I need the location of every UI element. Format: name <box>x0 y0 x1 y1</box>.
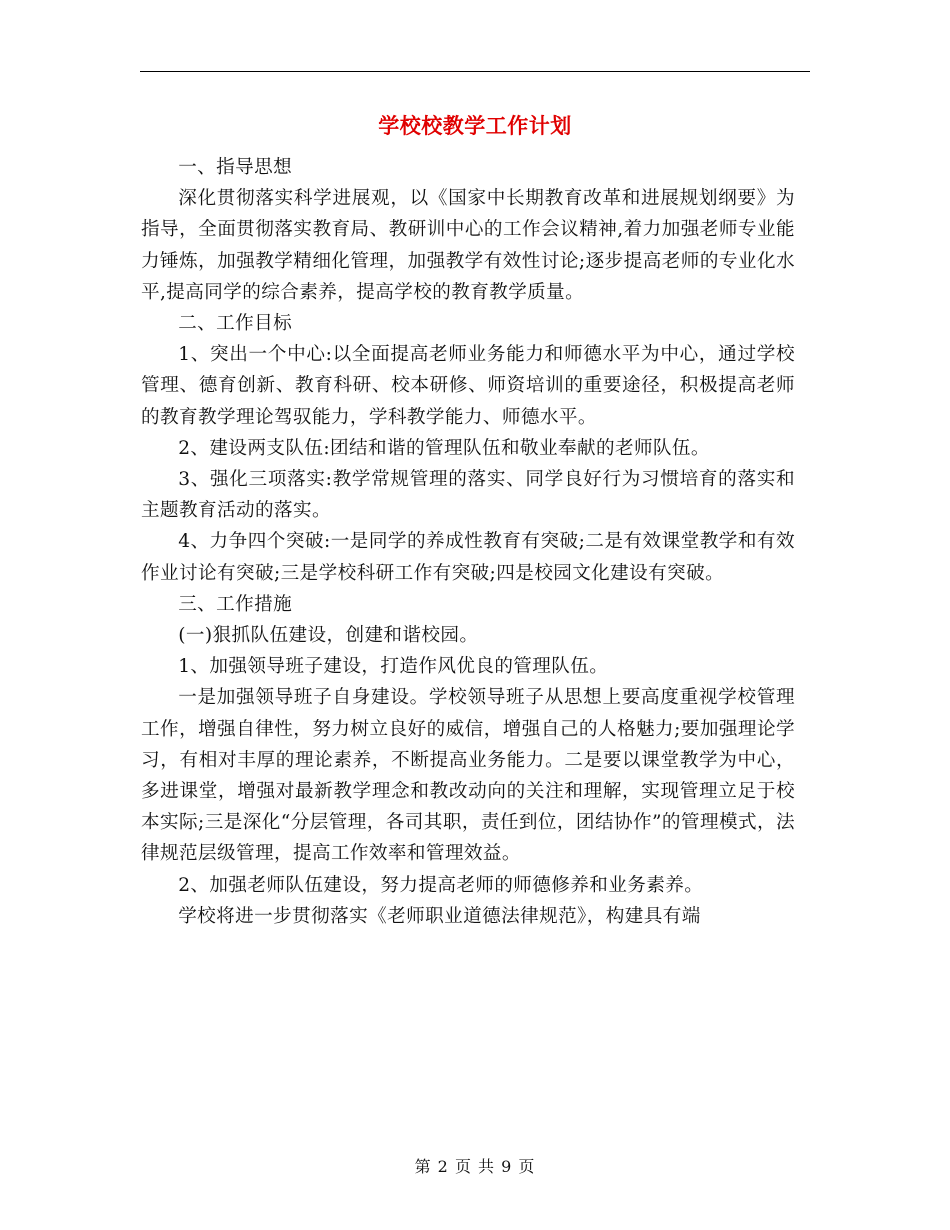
header-rule <box>140 71 810 72</box>
paragraph: 深化贯彻落实科学进展观，以《国家中长期教育改革和进展规划纲要》为指导，全面贯彻落实教育局、教研训中心的工作会议精神,着力加强老师专业能力锤炼，加强教学精细化管理，加强教学有效性讨论;逐步提高老师的专业化水平,提高同学的综合素养，提高学校的教育教学质量。 <box>141 188 795 303</box>
footer-prefix: 第 <box>414 1157 432 1176</box>
paragraph: 学校将进一步贯彻落实《老师职业道德法律规范》，构建具有端 <box>178 905 701 927</box>
total-page-count: 9 <box>501 1157 513 1176</box>
paragraph: 一是加强领导班子自身建设。学校领导班子从思想上要高度重视学校管理工作，增强自律性，努力树立良好的威信，增强自己的人格魅力;要加强理论学习，有相对丰厚的理论素养，不断提高业务能力。二是要以课堂教学为中心，多进课堂，增强对最新教学理念和教改动向的关注和理解，实现管理立足于校本实际;三是深化“分层管理，各司其职，责任到位，团结协作”的管理模式，法律规范层级管理，提高工作效率和管理效益。 <box>141 687 795 865</box>
paragraph: 1、加强领导班子建设，打造作风优良的管理队伍。 <box>178 656 609 678</box>
footer-middle: 页 共 <box>454 1157 496 1176</box>
document-body <box>141 152 795 932</box>
paragraph: 3、强化三项落实:教学常规管理的落实、同学良好行为习惯培育的落实和主题教育活动的落实。 <box>141 469 795 522</box>
paragraph: 2、加强老师队伍建设，努力提高老师的师德修养和业务素养。 <box>178 874 704 896</box>
footer-suffix: 页 <box>518 1157 536 1176</box>
document-title: 学校校教学工作计划 <box>378 113 572 138</box>
subsection-heading: (一)狠抓队伍建设，创建和谐校园。 <box>178 625 479 647</box>
paragraph: 1、突出一个中心:以全面提高老师业务能力和师德水平为中心，通过学校管理、德育创新、教育科研、校本研修、师资培训的重要途径，积极提高老师的教育教学理论驾驭能力，学科教学能力、师德水平。 <box>141 344 795 428</box>
paragraph: 2、建设两支队伍:团结和谐的管理队伍和敬业奉献的老师队伍。 <box>178 437 710 459</box>
page-footer <box>140 1154 810 1177</box>
section-heading-work-goals: 二、工作目标 <box>178 313 293 335</box>
current-page-number: 2 <box>437 1157 449 1176</box>
section-heading-work-measures: 三、工作措施 <box>178 593 293 615</box>
paragraph: 4、力争四个突破:一是同学的养成性教育有突破;二是有效课堂教学和有效作业讨论有突破;三是学校科研工作有突破;四是校园文化建设有突破。 <box>141 531 795 584</box>
section-heading-guiding-thought: 一、指导思想 <box>178 157 293 178</box>
